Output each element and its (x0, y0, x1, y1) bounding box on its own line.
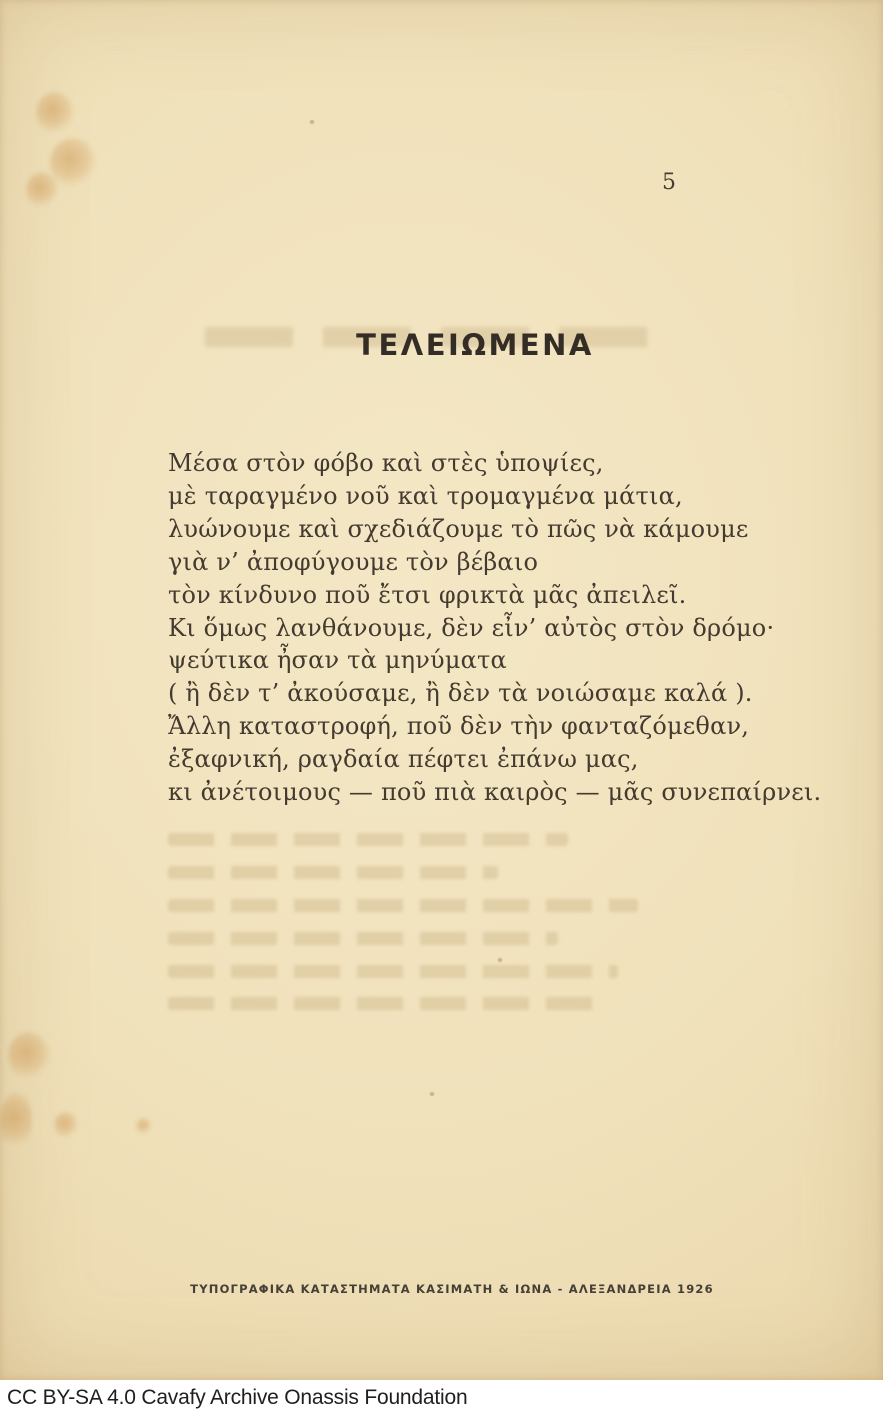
poem-line: Κι ὅμως λανθάνουμε, δὲν εἶν’ αὐτὸς στὸν δρόμο· (168, 613, 775, 642)
paper-speck (498, 958, 502, 962)
foxing-stain (136, 1118, 152, 1134)
page-number: 5 (662, 170, 676, 195)
bleedthrough-line (168, 997, 598, 1010)
poem-line: γιὰ ν’ ἀποφύγουμε τὸν βέβαιο (168, 547, 539, 576)
foxing-stain (0, 1092, 32, 1152)
foxing-stain (54, 1112, 78, 1138)
poem-line: τὸν κίνδυνο ποῦ ἔτσι φρικτὰ μᾶς ἀπειλεῖ. (168, 580, 687, 609)
bleedthrough-line (168, 866, 498, 879)
bleedthrough-line (168, 932, 558, 945)
printer-imprint: ΤΥΠΟΓΡΑΦΙΚΑ ΚΑΤΑΣΤΗΜΑΤΑ ΚΑΣΙΜΑΤΗ & ΙΩΝΑ - ΑΛΕΞΑΝΔΡΕΙΑ 1926 (190, 1282, 714, 1296)
poem-line: ἐξαφνική, ραγδαία πέφτει ἐπάνω μας, (168, 745, 639, 774)
poem-line: Ἄλλη καταστροφή, ποῦ δὲν τὴν φανταζόμεθαν, (168, 712, 750, 741)
license-text: CC BY-SA 4.0 Cavafy Archive Onassis Foundation (7, 1386, 468, 1409)
poem-line: ψεύτικα ἦσαν τὰ μηνύματα (168, 646, 507, 675)
bleedthrough-line (168, 833, 568, 846)
poem-text (168, 447, 822, 809)
foxing-stain (36, 92, 74, 134)
poem-line: Μέσα στὸν φόβο καὶ στὲς ὑποψίες, (168, 449, 604, 477)
foxing-stain (50, 138, 96, 188)
foxing-stain (26, 172, 58, 208)
poem-line: κι ἀνέτοιμους — ποῦ πιὰ καιρὸς — μᾶς συνεπαίρνει. (168, 778, 822, 807)
poem-line: ( ἢ δὲν τ’ ἀκούσαμε, ἢ δὲν τὰ νοιώσαμε καλά ). (168, 679, 753, 708)
license-footer (0, 1380, 883, 1416)
paper-speck (430, 1092, 434, 1096)
foxing-stain (8, 1032, 50, 1080)
bleedthrough-line (168, 899, 638, 912)
poem-line: μὲ ταραγμένο νοῦ καὶ τρομαγμένα μάτια, (168, 481, 683, 510)
poem-line: λυώνουμε καὶ σχεδιάζουμε τὸ πῶς νὰ κάμουμε (168, 514, 749, 543)
bleedthrough-line (168, 965, 618, 978)
poem-title: ΤΕΛΕΙΩΜΕΝΑ (356, 328, 594, 362)
paper-speck (310, 120, 314, 124)
